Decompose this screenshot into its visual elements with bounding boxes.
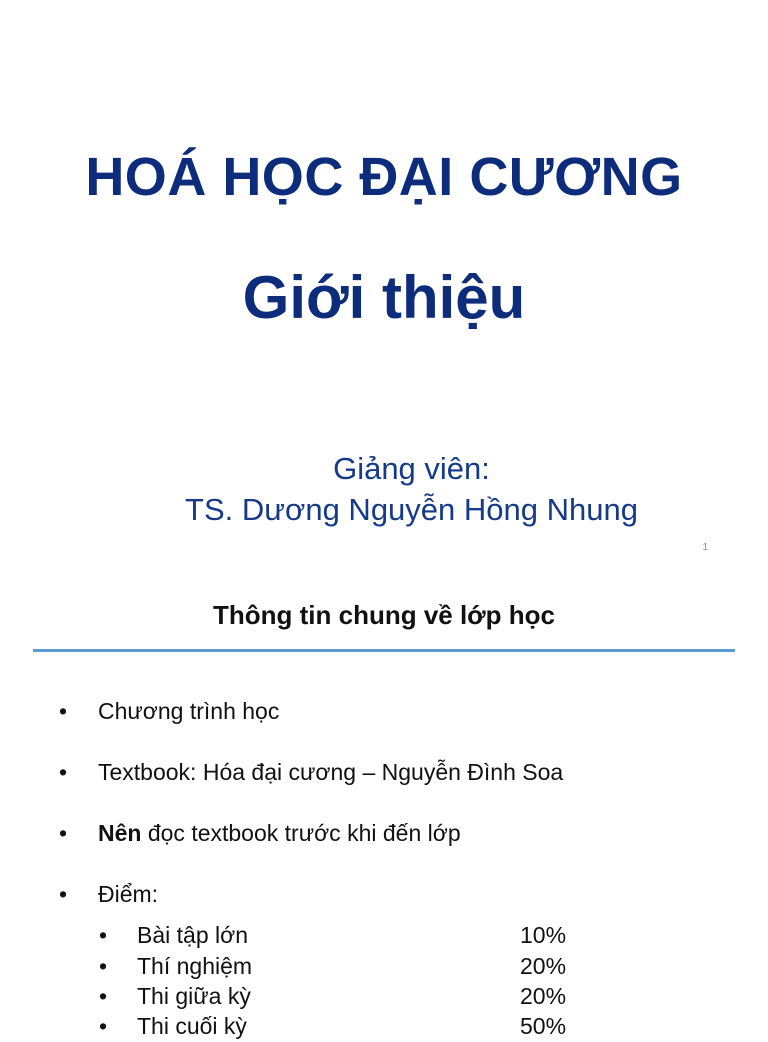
bullet-label: Textbook: Hóa đại cương – Nguyễn Đình Soa (98, 759, 564, 785)
bullet-item (0, 755, 768, 789)
grade-row (0, 920, 768, 951)
title-divider (33, 649, 735, 652)
grade-label: Thi giữa kỳ (137, 983, 251, 1009)
bullet-item (0, 877, 768, 911)
bullet-text (98, 877, 158, 911)
bullet-symbol: • (59, 759, 68, 785)
bullet-text (98, 694, 279, 728)
grade-value: 10% (520, 922, 567, 948)
bullet-item (0, 694, 768, 728)
bullet-symbol: • (59, 698, 68, 724)
grade-row (0, 951, 768, 982)
grade-value: 20% (520, 953, 567, 979)
grade-value: 20% (520, 983, 567, 1009)
bullet-symbol: • (59, 881, 68, 907)
grade-label: Bài tập lớn (137, 922, 248, 948)
bullet-text (98, 755, 563, 789)
lecturer-label: Giảng viên: (333, 451, 490, 486)
bullet-text (98, 816, 461, 850)
bullet-symbol: • (99, 1013, 108, 1039)
bullet-label: đọc textbook trước khi đến lớp (141, 820, 461, 846)
bullet-symbol: • (99, 922, 108, 948)
grade-row (0, 981, 768, 1012)
page-number: 1 (702, 542, 708, 553)
info-slide (0, 570, 768, 1039)
bullet-symbol: • (59, 820, 68, 846)
grade-label: Thí nghiệm (137, 953, 253, 979)
grade-value: 50% (520, 1013, 567, 1039)
course-title: HOÁ HỌC ĐẠI CƯƠNG (85, 147, 683, 207)
bullet-symbol: • (99, 953, 108, 979)
bullet-bold: Nên (98, 820, 142, 846)
bullet-label: Chương trình học (98, 698, 280, 724)
bullet-label: Điểm: (98, 881, 159, 907)
bullet-symbol: • (99, 983, 108, 1009)
section-title: Thông tin chung về lớp học (212, 600, 555, 630)
bullet-item (0, 816, 768, 850)
lecturer-name: TS. Dương Nguyễn Hồng Nhung (185, 492, 638, 527)
grade-label: Thi cuối kỳ (137, 1013, 247, 1039)
course-subtitle: Giới thiệu (242, 264, 526, 331)
grade-row (0, 1011, 768, 1042)
